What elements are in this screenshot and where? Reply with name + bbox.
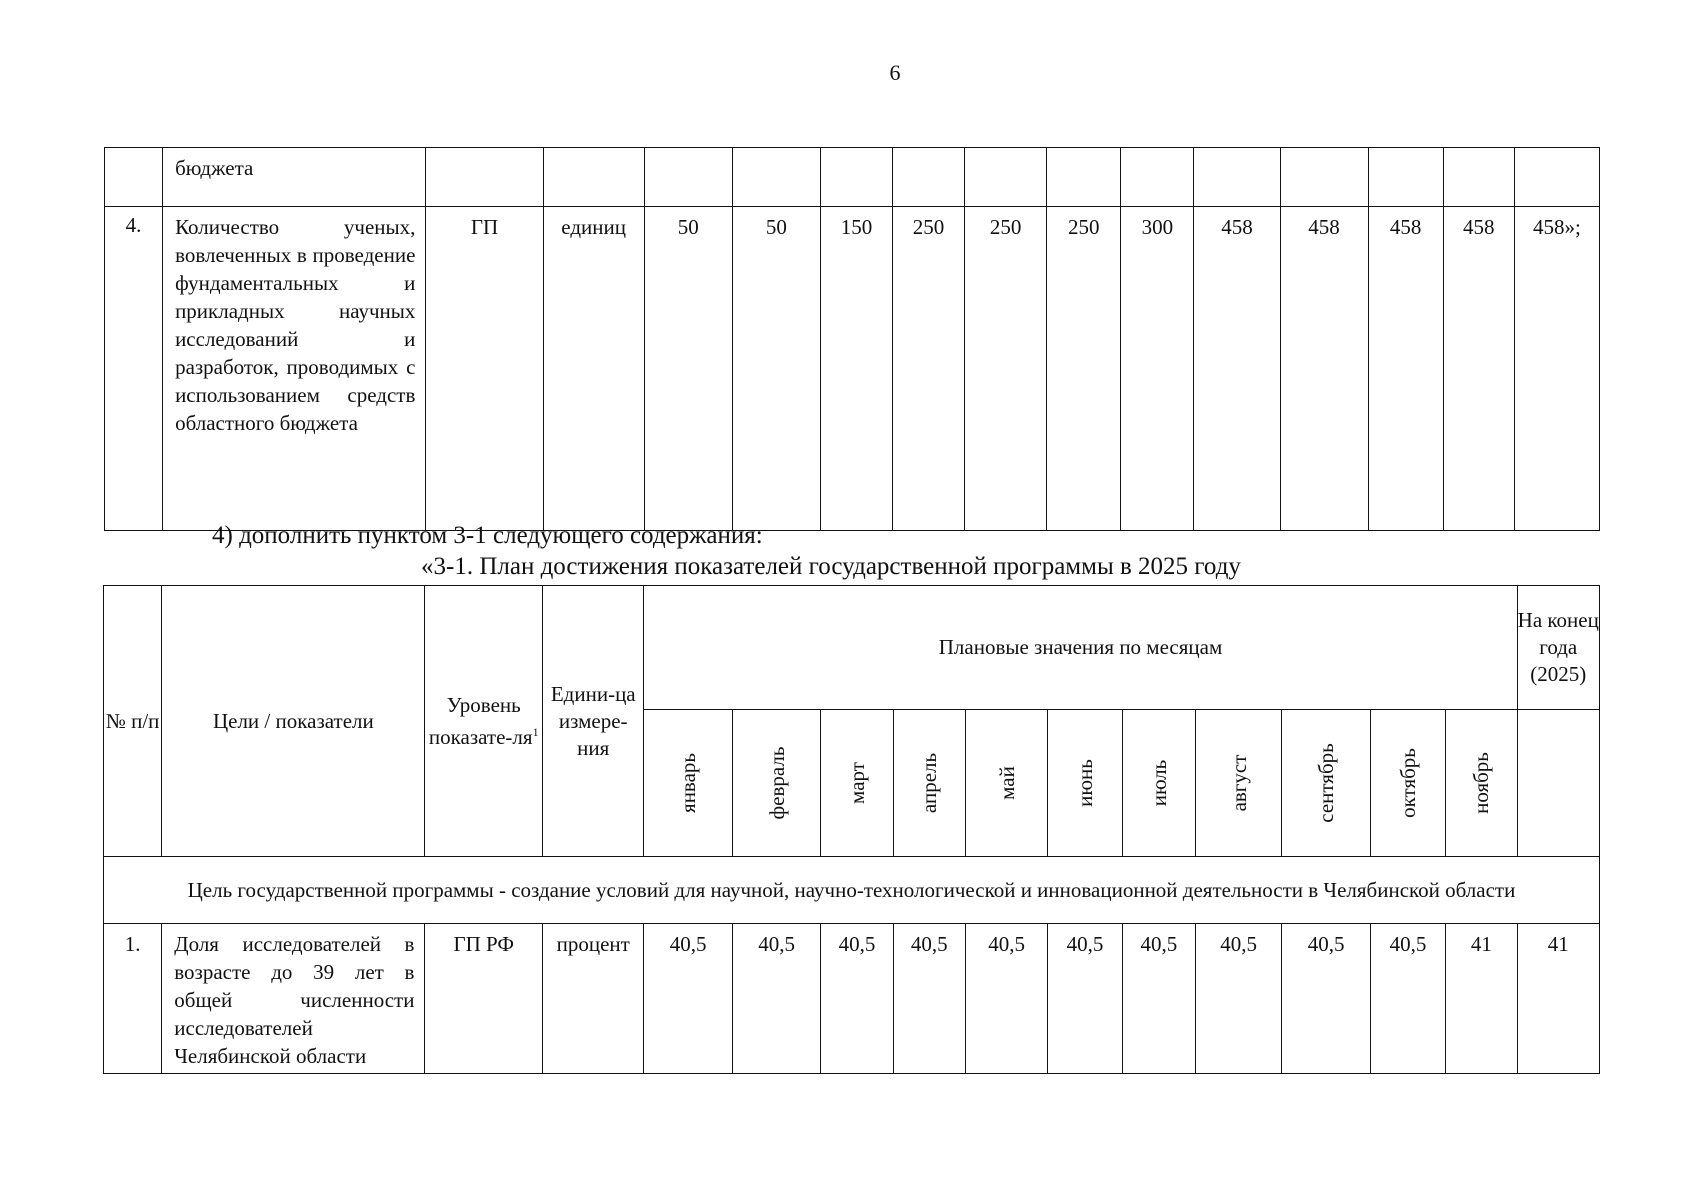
header-level: [425, 586, 543, 857]
indicator-name: Доля исследователей в возрасте до 39 лет в общей численности исследователей Челябинской области: [162, 924, 425, 1074]
header-unit: Едини-ца измере-ния: [543, 586, 644, 857]
month-label: ноябрь: [1469, 752, 1494, 814]
value-cell: 458: [1194, 207, 1280, 531]
month-august: [1195, 710, 1281, 857]
month-september: [1282, 710, 1370, 857]
month-label: июль: [1146, 759, 1171, 807]
month-may: [965, 710, 1047, 857]
month-label: январь: [676, 753, 701, 813]
program-goal: Цель государственной программы - создание условий для научной, научно-технологической и инновационной деятельности в Челябинской области: [104, 857, 1600, 924]
value-cell: 40,5: [821, 924, 893, 1074]
empty-cell: [1517, 710, 1599, 857]
month-label: май: [994, 766, 1019, 800]
value-cell: 41: [1446, 924, 1517, 1074]
value-cell: 250: [893, 207, 965, 531]
month-label: март: [844, 762, 869, 804]
row-number: 1.: [104, 924, 162, 1074]
value-cell: 40,5: [644, 924, 732, 1074]
value-cell: 40,5: [1195, 924, 1281, 1074]
value-cell: 458: [1368, 207, 1443, 531]
amendment-paragraph: 4) дополнить пунктом 3-1 следующего содержания:: [212, 522, 763, 549]
value-cell: 40,5: [893, 924, 965, 1074]
month-march: [821, 710, 893, 857]
indicator-level: ГП: [426, 207, 543, 531]
month-november: [1446, 710, 1517, 857]
value-cell: 40,5: [1048, 924, 1122, 1074]
value-cell: 300: [1121, 207, 1194, 531]
value-cell: 40,5: [1370, 924, 1445, 1074]
footnote-ref: 1: [532, 724, 539, 739]
header-monthly: Плановые значения по месяцам: [644, 586, 1517, 710]
month-label: июнь: [1072, 759, 1097, 807]
indicator-level: ГП РФ: [425, 924, 543, 1074]
month-february: [732, 710, 820, 857]
value-cell: 40,5: [1282, 924, 1370, 1074]
section-title: «3-1. План достижения показателей государственной программы в 2025 году: [421, 553, 1241, 580]
value-cell: 50: [644, 207, 732, 531]
value-cell: 41: [1517, 924, 1599, 1074]
month-january: [644, 710, 732, 857]
month-april: [893, 710, 965, 857]
table-row: [104, 924, 1600, 1074]
value-cell: 458: [1443, 207, 1514, 531]
month-october: [1370, 710, 1445, 857]
value-cell: 50: [732, 207, 820, 531]
value-cell: 458: [1280, 207, 1368, 531]
value-cell: 40,5: [732, 924, 820, 1074]
header-num: № п/п: [104, 586, 162, 857]
month-label: октябрь: [1395, 748, 1420, 818]
month-label: апрель: [917, 752, 942, 814]
plan-table: [103, 585, 1600, 1074]
month-label: август: [1226, 754, 1251, 812]
month-label: февраль: [764, 746, 789, 820]
value-cell: 40,5: [1122, 924, 1195, 1074]
indicator-unit: единиц: [543, 207, 644, 531]
page-number: 6: [889, 60, 901, 85]
table-row: [105, 148, 1600, 207]
value-cell: 150: [820, 207, 892, 531]
indicators-table-continuation: [104, 147, 1600, 531]
header-year-end: На конец года (2025): [1517, 586, 1599, 710]
value-cell: 250: [1047, 207, 1121, 531]
value-cell: 250: [965, 207, 1047, 531]
value-cell: 40,5: [965, 924, 1047, 1074]
indicator-name: Количество ученых, вовлеченных в проведение фундаментальных и прикладных научных исследований и разработок, проводимых с использованием средств областного бюджета: [163, 207, 426, 531]
month-label: сентябрь: [1314, 743, 1339, 823]
indicator-unit: процент: [543, 924, 644, 1074]
header-goals: Цели / показатели: [162, 586, 425, 857]
indicator-name: бюджета: [163, 148, 426, 207]
row-number: 4.: [105, 207, 163, 531]
goal-row: [104, 857, 1600, 924]
month-july: [1122, 710, 1195, 857]
table-row: [105, 207, 1600, 531]
month-june: [1048, 710, 1122, 857]
header-level-text: Уровень показате-ля: [428, 692, 533, 749]
header-row: [104, 586, 1600, 710]
value-cell: 458»;: [1514, 207, 1599, 531]
